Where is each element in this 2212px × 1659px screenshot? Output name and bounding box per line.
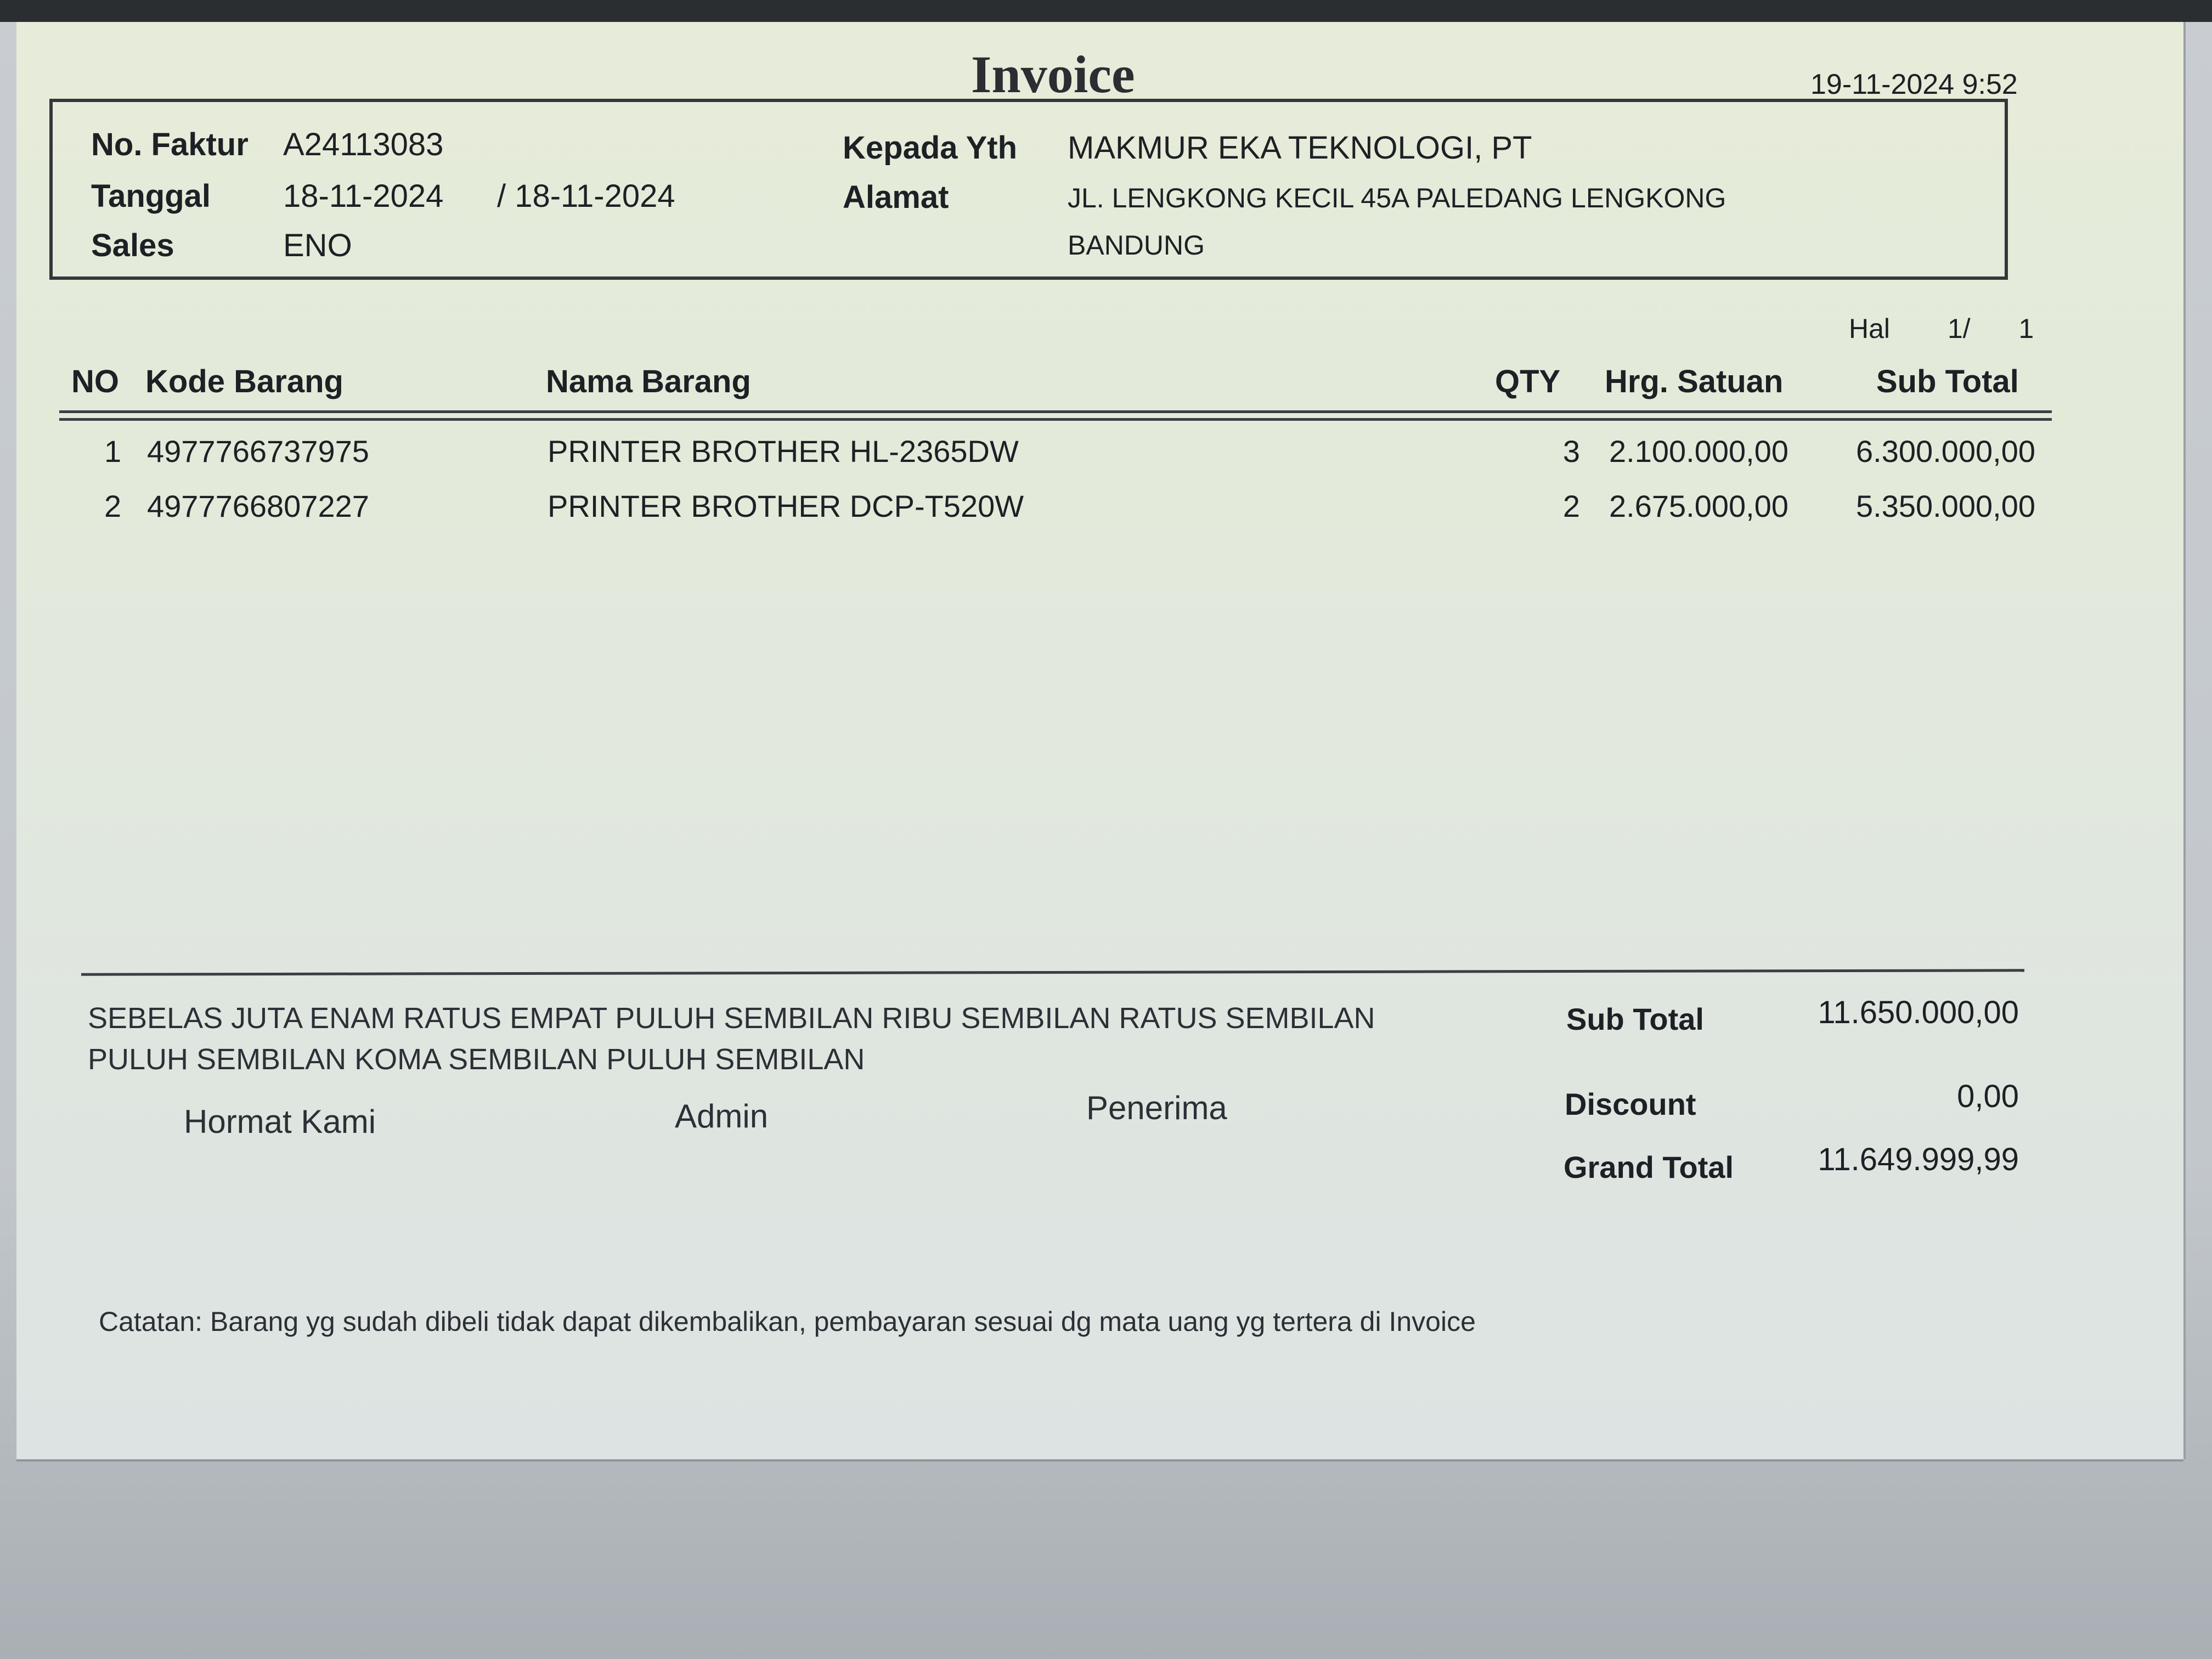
table-header-rule-top [59,410,2052,413]
column-header-nama: Nama Barang [546,364,751,399]
subtotal-label: Sub Total [1566,1002,1704,1036]
table-header-rule-bottom [59,418,2052,421]
signature-admin: Admin [675,1098,769,1135]
table-row [16,477,2183,527]
discount-label: Discount [1565,1087,1696,1121]
kepada-label: Kepada Yth [843,130,1018,166]
tanggal-value-2: / 18-11-2024 [497,178,675,214]
row-nama: PRINTER BROTHER DCP-T520W [548,489,1024,523]
page-number [1948,313,2034,345]
row-harga: 2.675.000,00 [1609,489,1788,523]
no-faktur-value: A24113083 [283,127,444,162]
tanggal-value: 18-11-2024 [283,178,444,214]
table-row [16,422,2183,472]
row-qty: 2 [1562,489,1580,523]
row-harga: 2.100.000,00 [1609,434,1788,469]
sales-value: ENO [283,228,352,263]
column-header-qty: QTY [1495,364,1561,399]
grand-total-value: 11.649.999,99 [1818,1142,2019,1177]
column-header-no: NO [71,364,119,399]
row-no: 1 [104,434,122,469]
page-current: 1/ [1948,313,1971,344]
invoice-header-box [49,99,2008,280]
page-total: 1 [2018,313,2034,344]
alamat-line-2: BANDUNG [1068,230,1205,261]
row-subtotal: 6.300.000,00 [1856,434,2035,469]
no-faktur-label: No. Faktur [91,127,249,162]
totals-separator-rule [81,969,2024,975]
column-header-subtotal: Sub Total [1876,364,2019,399]
invoice-title: Invoice [971,45,1135,104]
monitor-bezel [0,0,2212,22]
row-kode: 4977766807227 [147,489,369,523]
tanggal-label: Tanggal [91,178,211,214]
alamat-line-1: JL. LENGKONG KECIL 45A PALEDANG LENGKONG [1068,183,1726,213]
amount-in-words-line-2: PULUH SEMBILAN KOMA SEMBILAN PULUH SEMBILAN [88,1043,865,1076]
subtotal-value: 11.650.000,00 [1818,995,2019,1030]
column-header-kode: Kode Barang [145,364,343,399]
row-kode: 4977766737975 [147,434,369,469]
sales-label: Sales [91,228,174,263]
kepada-value: MAKMUR EKA TEKNOLOGI, PT [1068,130,1532,166]
column-header-harga: Hrg. Satuan [1605,364,1784,399]
signature-penerima: Penerima [1086,1090,1227,1126]
print-datetime: 19-11-2024 9:52 [1810,69,2018,100]
amount-in-words-line-1: SEBELAS JUTA ENAM RATUS EMPAT PULUH SEMBILAN RIBU SEMBILAN RATUS SEMBILAN [88,1002,1375,1035]
row-nama: PRINTER BROTHER HL-2365DW [548,434,1019,469]
discount-value: 0,00 [1957,1079,2019,1114]
signature-hormat-kami: Hormat Kami [184,1103,376,1140]
alamat-label: Alamat [843,179,949,215]
row-no: 2 [104,489,122,523]
row-qty: 3 [1562,434,1580,469]
grand-total-label: Grand Total [1564,1150,1734,1184]
page-label: Hal [1849,313,1891,344]
row-subtotal: 5.350.000,00 [1856,489,2035,523]
invoice-page [16,22,2183,1459]
invoice-note: Catatan: Barang yg sudah dibeli tidak dapat dikembalikan, pembayaran sesuai dg mata uang yg tertera di Invoice [99,1306,1476,1337]
